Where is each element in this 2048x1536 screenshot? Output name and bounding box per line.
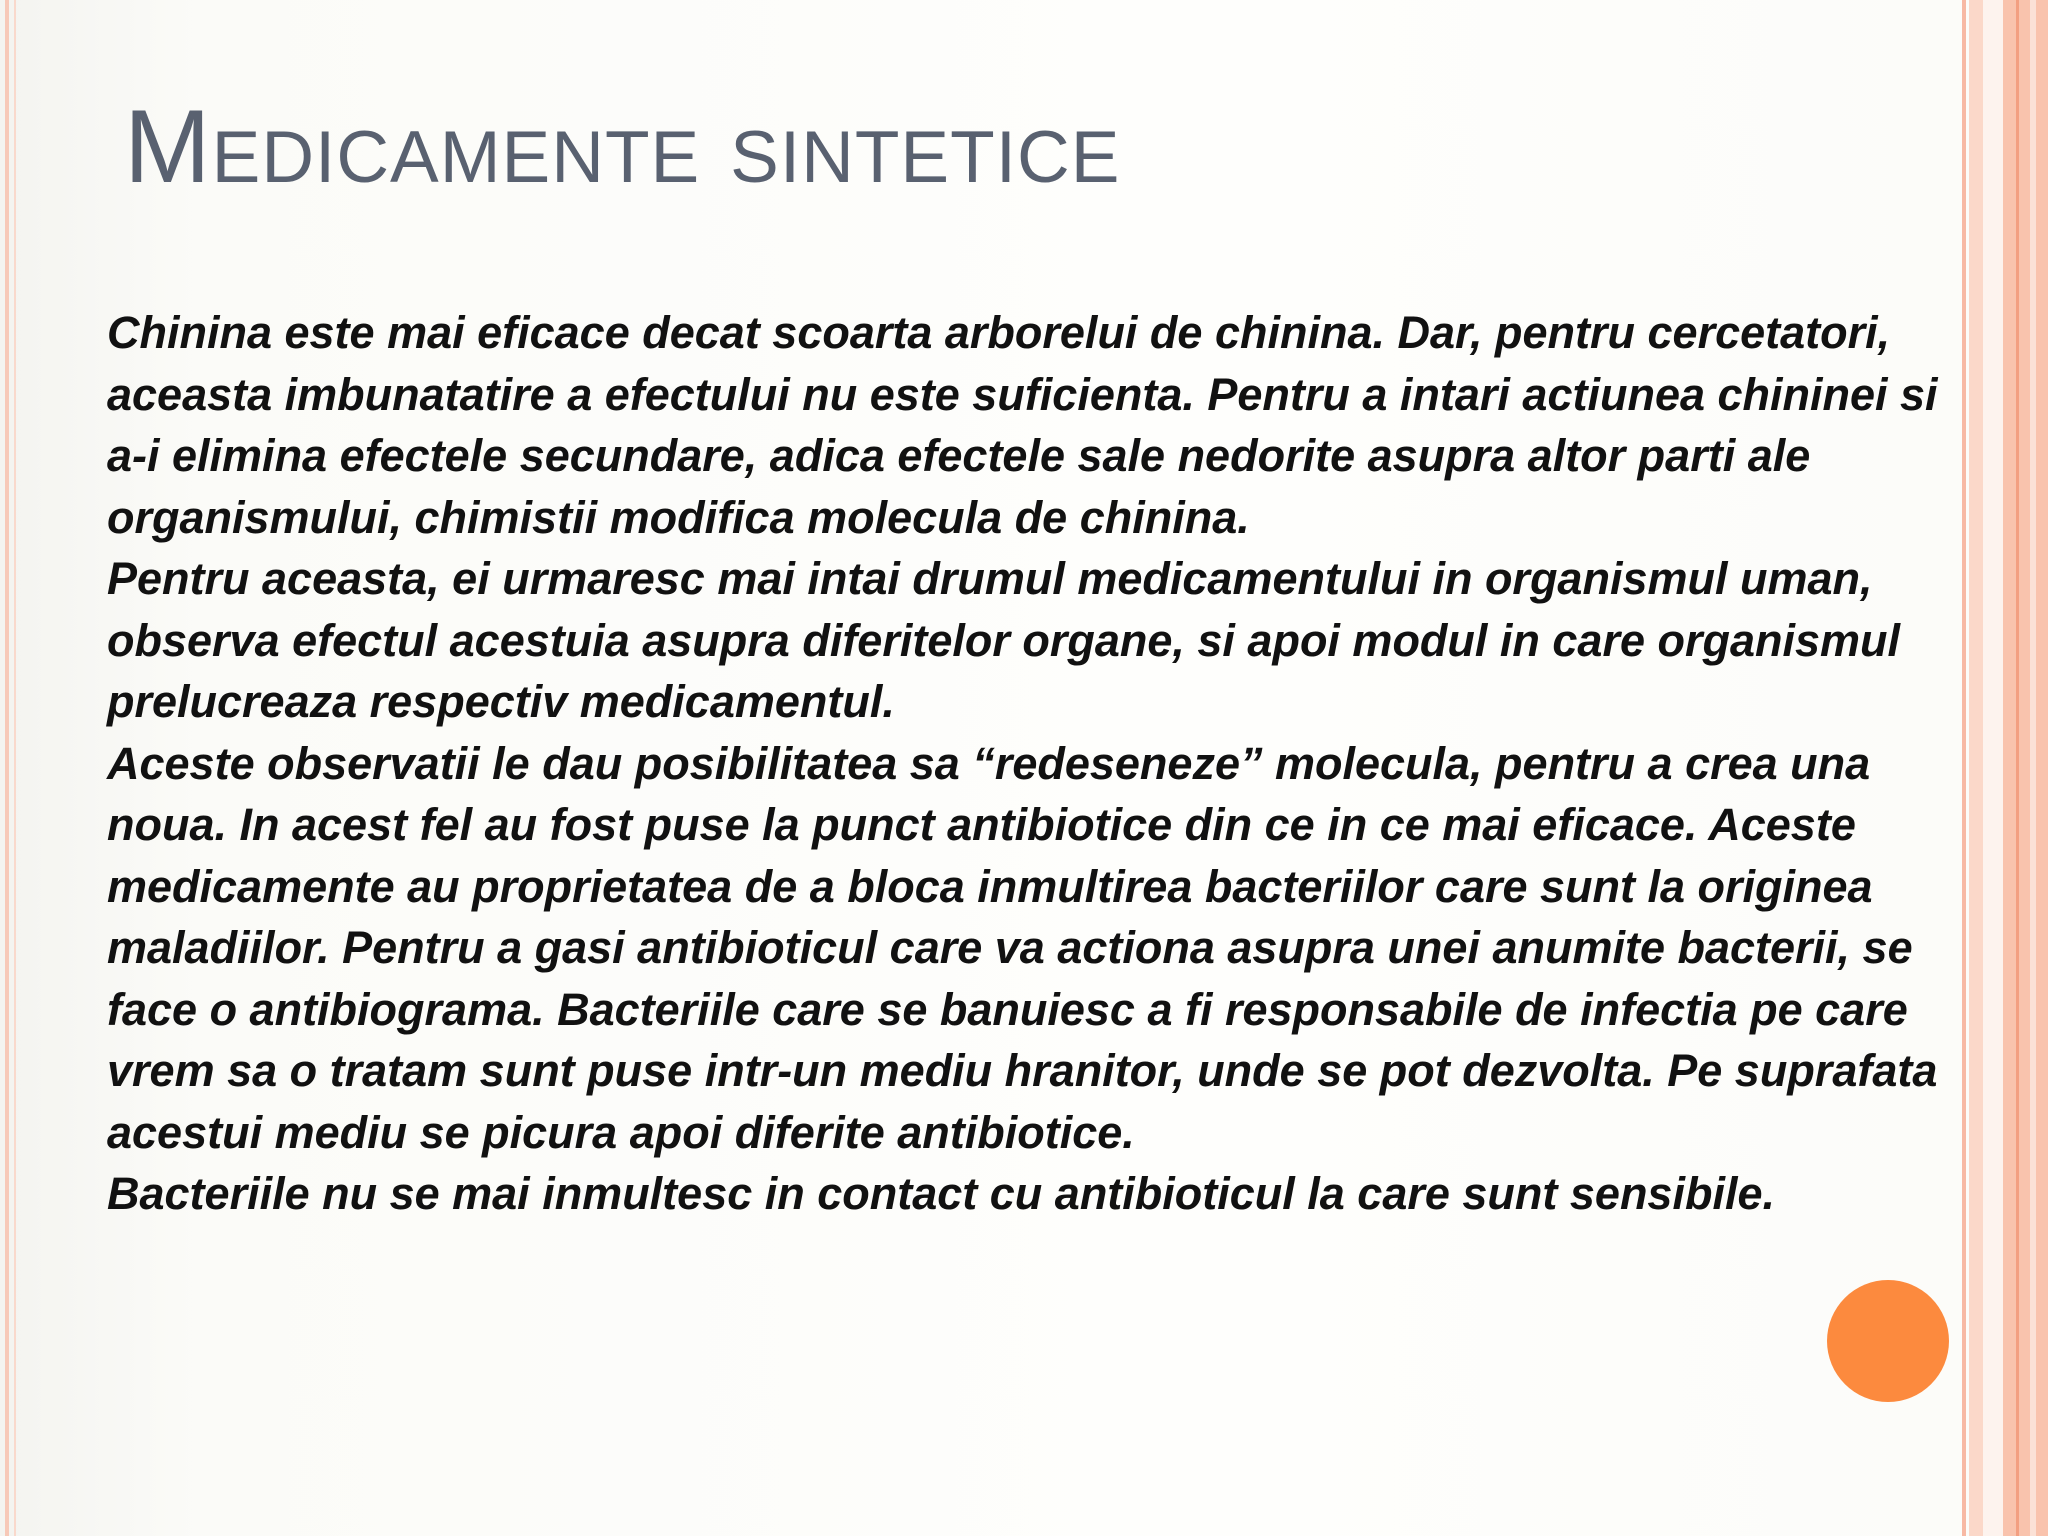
left-border-line-inner: [14, 0, 16, 1536]
right-border-stripe: [1969, 0, 1983, 1536]
right-border-stripe: [1983, 0, 2003, 1536]
body-paragraph: Bacteriile nu se mai inmultesc in contact cu antibioticul la care sunt sensibile.: [107, 1168, 1775, 1219]
body-paragraph: Pentru aceasta, ei urmaresc mai intai drumul medicamentului in organismul uman, observa efectul acestuia asupra diferitelor organe, si apoi modul in care organismul prelucreaza respectiv medicamentul.: [107, 553, 1901, 727]
decorative-orange-circle: [1827, 1280, 1949, 1402]
body-paragraph: Chinina este mai eficace decat scoarta arborelui de chinina. Dar, pentru cercetatori, aceasta imbunatatire a efectului nu este suficienta. Pentru a intari actiunea chininei si a-i elimina efectele secundare, adica efectele sale nedorite asupra altor parti ale organismului, chimistii modifica molecula de chinina.: [107, 307, 1938, 543]
body-paragraph: Aceste observatii le dau posibilitatea sa “redeseneze” molecula, pentru a crea una noua. In acest fel au fost puse la punct antibiotice din ce in ce mai eficace. Aceste medicamente au proprietatea de a bloca inmultirea bacteriilor care sunt la originea maladiilor. Pentru a gasi antibioticul care va actiona asupra unei anumite bacterii, se face o antibiograma. Bacteriile care se banuiesc a fi responsabile de infectia pe care vrem sa o tratam sunt puse intr-un mediu hranitor, unde se pot dezvolta. Pe suprafata acestui mediu se picura apoi diferite antibiotice.: [107, 737, 1938, 1158]
right-border-stripe: [2016, 0, 2019, 1536]
slide-body: [107, 302, 1967, 1225]
right-border-stripe: [2030, 0, 2036, 1536]
right-border-stripe: [2003, 0, 2048, 1536]
slide-title: Medicamente sintetice: [124, 89, 1121, 205]
left-border-line: [5, 0, 9, 1536]
